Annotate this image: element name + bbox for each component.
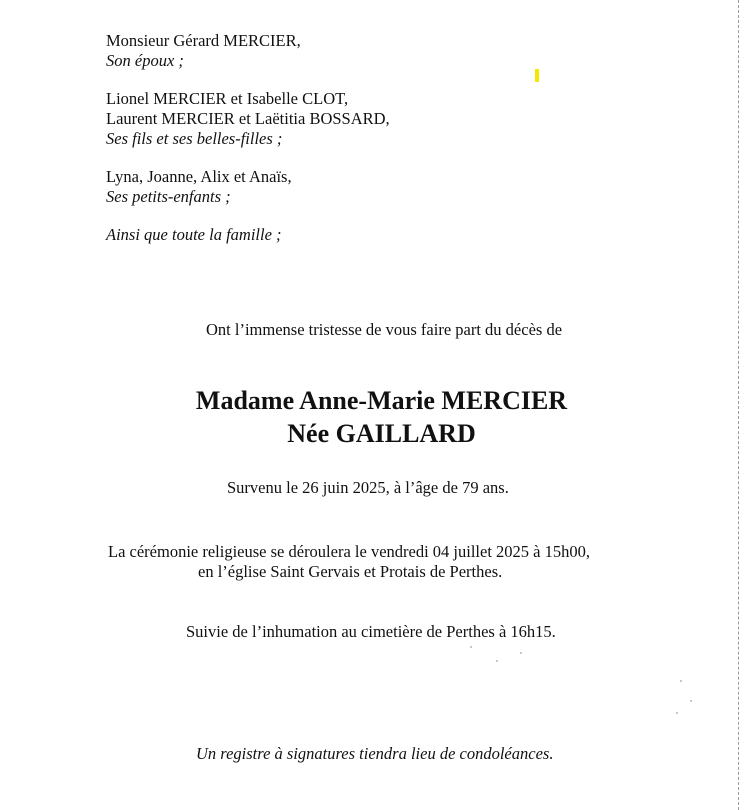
scan-speck: [690, 700, 692, 702]
scan-speck: [520, 652, 522, 654]
ceremony-line-2: en l’église Saint Gervais et Protais de Perthes.: [198, 562, 503, 581]
deceased-name: Madame Anne-Marie MERCIER: [195, 386, 568, 415]
scan-speck: [470, 646, 472, 648]
children-role: Ses fils et ses belles-filles ;: [106, 129, 283, 148]
burial-text: Suivie de l’inhumation au cimetière de Perthes à 16h15.: [186, 622, 556, 641]
scan-speck: [680, 680, 682, 682]
highlighter-mark: [535, 69, 539, 82]
scan-speck: [496, 660, 498, 662]
deceased-maiden-name: Née GAILLARD: [287, 419, 476, 448]
announcement-text: Ont l’immense tristesse de vous faire part du décès de: [206, 320, 563, 339]
ceremony-line-1: La cérémonie religieuse se déroulera le vendredi 04 juillet 2025 à 15h00,: [108, 542, 590, 561]
spouse-role: Son époux ;: [106, 51, 184, 70]
family-closing: Ainsi que toute la famille ;: [106, 225, 282, 244]
spouse-name: Monsieur Gérard MERCIER,: [106, 31, 301, 50]
scan-speck: [676, 712, 678, 714]
children-line-1: Lionel MERCIER et Isabelle CLOT,: [106, 89, 349, 108]
grandchildren-names: Lyna, Joanne, Alix et Anaïs,: [106, 167, 292, 186]
children-line-2: Laurent MERCIER et Laëtitia BOSSARD,: [106, 109, 390, 128]
registry-note: Un registre à signatures tiendra lieu de condoléances.: [196, 744, 554, 763]
death-date-text: Survenu le 26 juin 2025, à l’âge de 79 ans.: [227, 478, 509, 497]
grandchildren-role: Ses petits-enfants ;: [106, 187, 231, 206]
